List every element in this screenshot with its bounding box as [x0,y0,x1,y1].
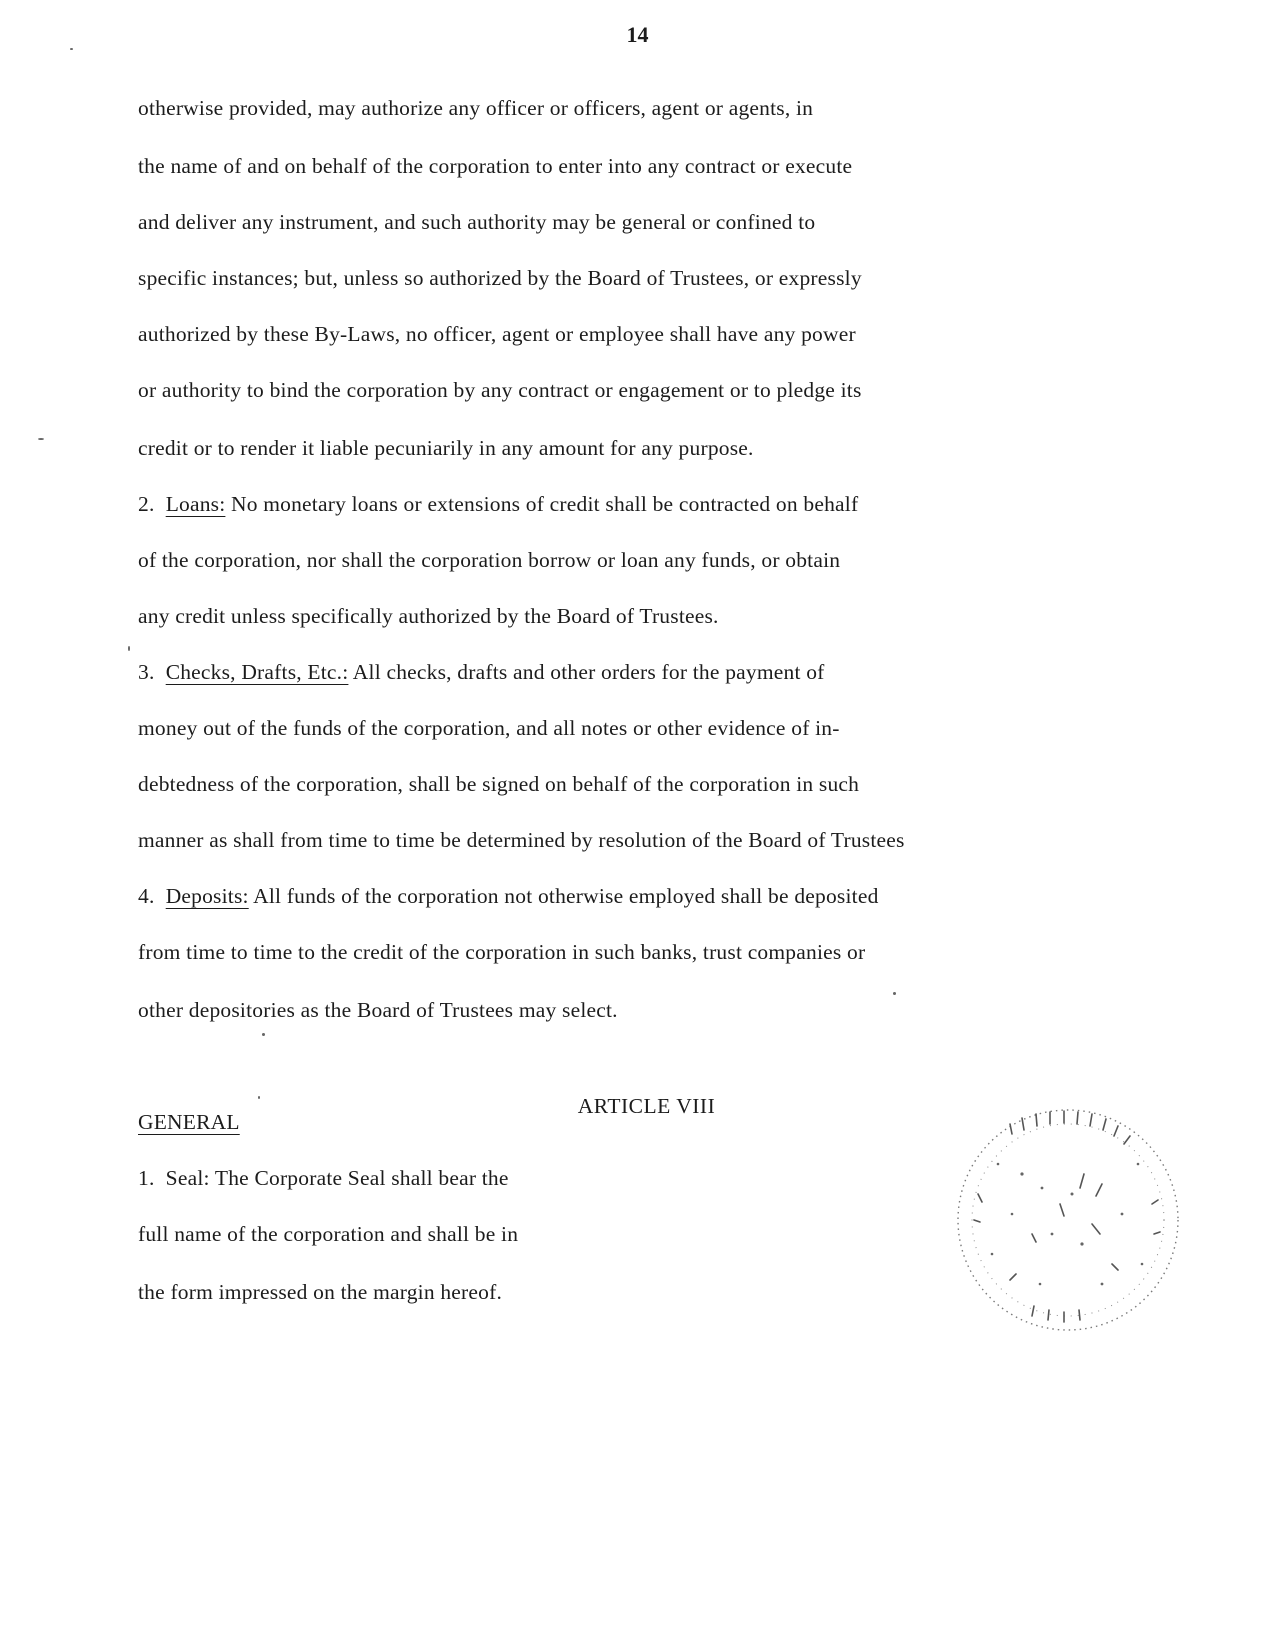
text-line: otherwise provided, may authorize any officer or officers, agent or agents, in [138,96,814,120]
section-text: No monetary loans or extensions of credit shall be contracted on behalf [225,492,859,516]
text-line: debtedness of the corporation, shall be signed on behalf of the corporation in such [138,772,860,796]
corporate-seal-icon [952,1104,1184,1336]
page-number: 14 [626,22,649,47]
scan-speck [893,992,896,995]
article-heading: ARTICLE VIII [577,1094,716,1118]
text-line: of the corporation, nor shall the corporation borrow or loan any funds, or obtain [138,548,841,572]
section-number: 1. [138,1166,155,1190]
text-line: manner as shall from time to time be determined by resolution of the Board of Trustees [138,828,905,852]
scan-speck [70,48,73,50]
general-heading: GENERAL [138,1110,240,1134]
text-line: or authority to bind the corporation by any contract or engagement or to pledge its [138,378,862,402]
scan-speck [38,438,44,440]
section-heading: Deposits: [165,884,249,908]
scan-speck [258,1096,260,1099]
text-line: and deliver any instrument, and such authority may be general or confined to [138,210,816,234]
scan-speck [128,646,130,651]
text-line [138,492,858,517]
text-line: other depositories as the Board of Trustees may select. [138,998,618,1022]
section-number: 4. [138,884,155,908]
text-line: full name of the corporation and shall be in [138,1222,519,1246]
section-text: All funds of the corporation not otherwise employed shall be deposited [248,884,879,908]
text-line: from time to time to the credit of the corporation in such banks, trust companies or [138,940,866,964]
text-line: credit or to render it liable pecuniarily in any amount for any purpose. [138,436,754,460]
section-text: All checks, drafts and other orders for the payment of [348,660,825,684]
text-line: the name of and on behalf of the corporation to enter into any contract or execute [138,154,853,178]
text-line: money out of the funds of the corporation, and all notes or other evidence of in- [138,716,840,740]
text-line [138,884,879,909]
text-line [138,1166,509,1191]
text-line: the form impressed on the margin hereof. [138,1280,503,1304]
text-line: authorized by these By-Laws, no officer, agent or employee shall have any power [138,322,856,346]
section-number: 2. [138,492,155,516]
section-heading: Checks, Drafts, Etc.: [165,660,349,684]
text-line [138,660,825,685]
section-text: Seal: The Corporate Seal shall bear the [160,1166,509,1190]
scan-speck [262,1033,265,1036]
section-heading: Loans: [165,492,226,516]
section-number: 3. [138,660,155,684]
text-line: any credit unless specifically authorized by the Board of Trustees. [138,604,719,628]
text-line: specific instances; but, unless so authorized by the Board of Trustees, or expressly [138,266,862,290]
